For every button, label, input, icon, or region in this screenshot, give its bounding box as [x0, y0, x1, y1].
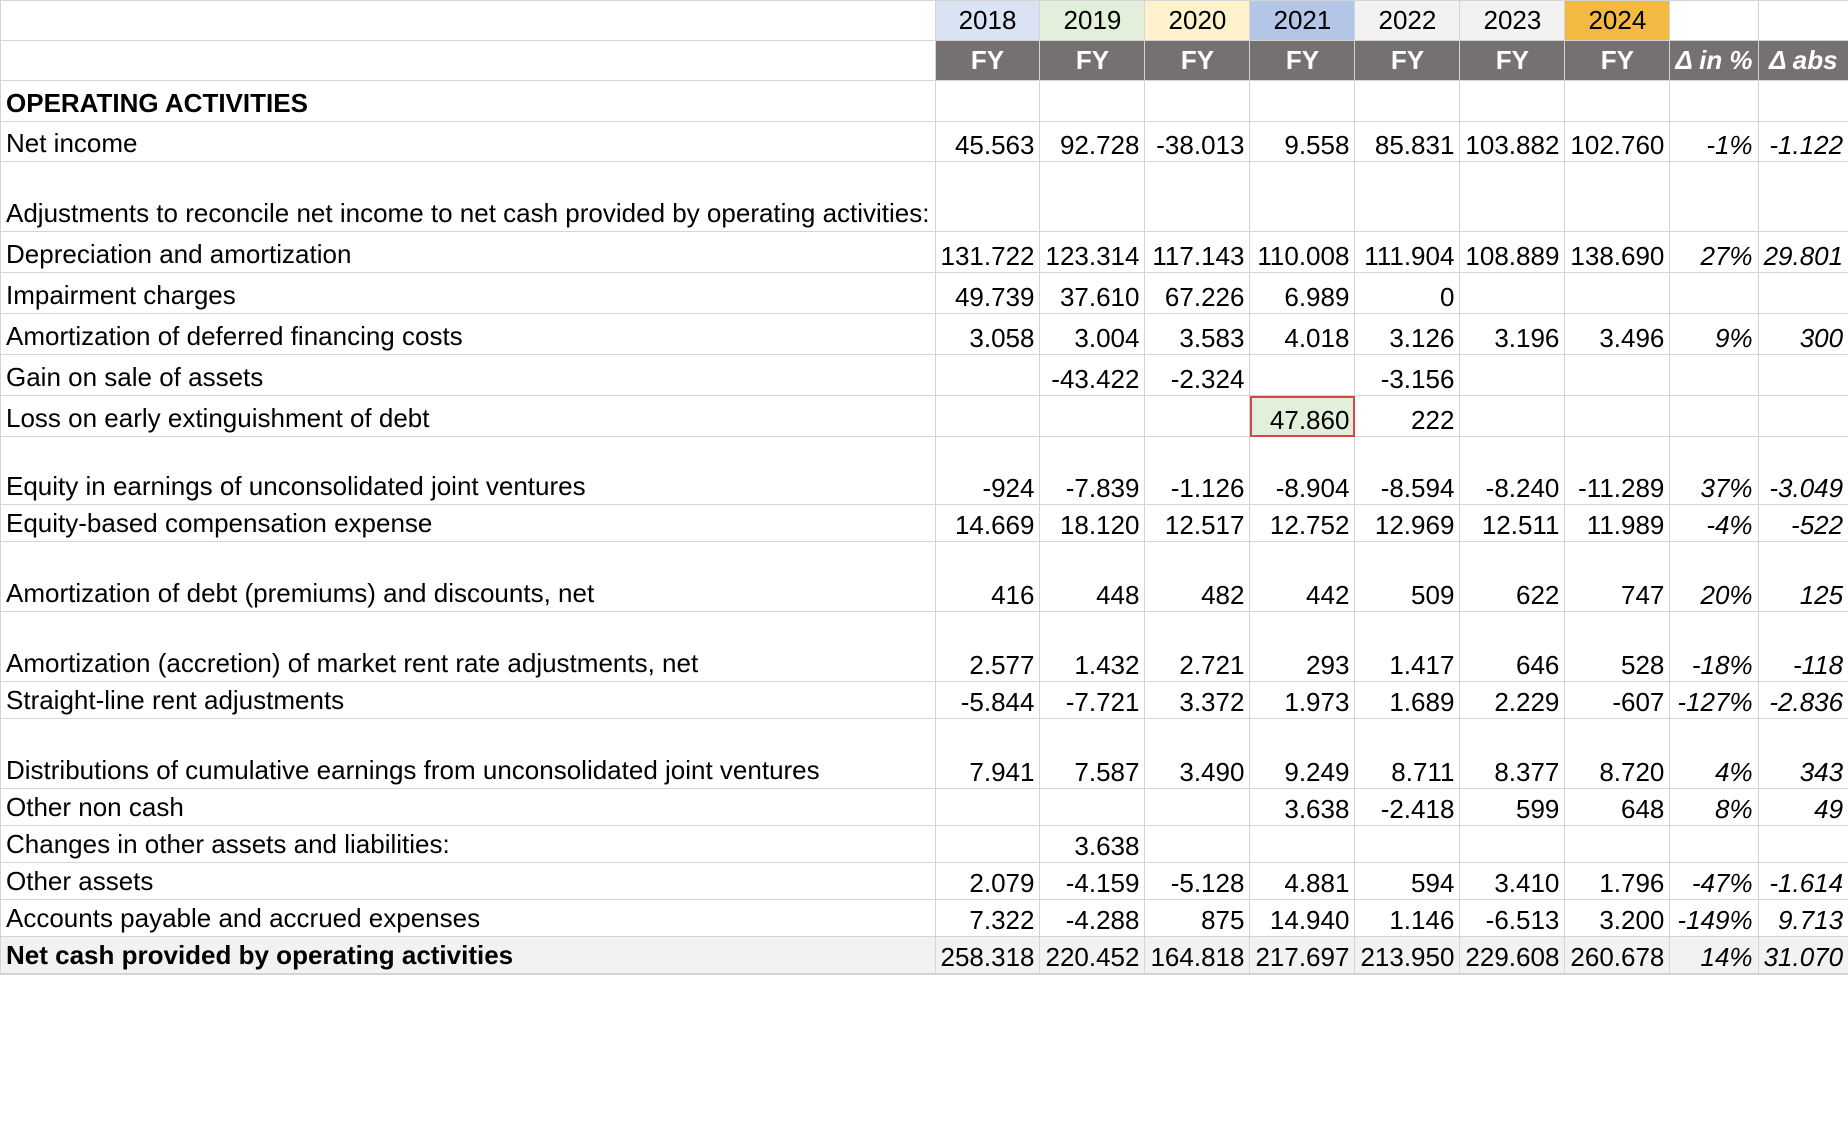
year-header-row	[1, 1, 1848, 41]
delta-abs-cell[interactable]	[1758, 396, 1848, 437]
total-value-2022[interactable]: 213.950	[1355, 937, 1460, 974]
table-row	[1, 542, 1848, 612]
value-cell-2019[interactable]: -43.422	[1040, 355, 1145, 396]
value-cell-2020[interactable]: 3.583	[1145, 314, 1250, 355]
delta-pct-cell[interactable]: 8%	[1670, 789, 1758, 826]
delta-pct-cell[interactable]: 20%	[1670, 542, 1758, 612]
total-value-2018[interactable]: 258.318	[935, 937, 1040, 974]
value-cell-2024[interactable]: 648	[1565, 789, 1670, 826]
value-cell-2024[interactable]	[1565, 162, 1670, 232]
row-label[interactable]: Equity-based compensation expense	[1, 505, 936, 542]
row-label[interactable]: Accounts payable and accrued expenses	[1, 900, 936, 937]
value-cell-2024[interactable]: 528	[1565, 612, 1670, 682]
value-cell-2019[interactable]: 3.004	[1040, 314, 1145, 355]
section-title[interactable]: OPERATING ACTIVITIES	[1, 81, 936, 122]
value-cell-2020[interactable]: -38.013	[1145, 122, 1250, 162]
row-label[interactable]: Amortization of debt (premiums) and discounts, net	[1, 542, 936, 612]
value-cell-2022[interactable]: 1.146	[1355, 900, 1460, 937]
value-cell-2021[interactable]: 14.940	[1250, 900, 1355, 937]
table-row	[1, 273, 1848, 314]
row-label[interactable]: Straight-line rent adjustments	[1, 682, 936, 719]
delta-pct-cell[interactable]	[1670, 162, 1758, 232]
value-cell-2020[interactable]: 3.372	[1145, 682, 1250, 719]
value-cell-2020[interactable]: 482	[1145, 542, 1250, 612]
value-cell-2019[interactable]: 3.638	[1040, 826, 1145, 863]
empty-cell[interactable]	[1040, 81, 1145, 122]
value-cell-2024[interactable]: -607	[1565, 682, 1670, 719]
delta-pct-cell[interactable]: -18%	[1670, 612, 1758, 682]
value-cell-2024[interactable]: 11.989	[1565, 505, 1670, 542]
year-header-2024[interactable]: 2024	[1565, 1, 1670, 41]
value-cell-2023[interactable]: -6.513	[1460, 900, 1565, 937]
row-label[interactable]: Amortization of deferred financing costs	[1, 314, 936, 355]
value-cell-2022[interactable]: 509	[1355, 542, 1460, 612]
delta-abs-cell[interactable]: -1.122	[1758, 122, 1848, 162]
row-label[interactable]: Impairment charges	[1, 273, 936, 314]
value-cell-2019[interactable]: 18.120	[1040, 505, 1145, 542]
value-cell-2022[interactable]: 85.831	[1355, 122, 1460, 162]
value-cell-2022[interactable]	[1355, 826, 1460, 863]
value-cell-2022[interactable]: 12.969	[1355, 505, 1460, 542]
value-cell-2019[interactable]	[1040, 396, 1145, 437]
value-cell-2018[interactable]: 3.058	[935, 314, 1040, 355]
value-cell-2024[interactable]: -11.289	[1565, 437, 1670, 505]
empty-cell[interactable]	[1145, 81, 1250, 122]
value-cell-2020[interactable]: 3.490	[1145, 719, 1250, 789]
value-cell-2022[interactable]: -8.594	[1355, 437, 1460, 505]
value-cell-2018[interactable]: 2.577	[935, 612, 1040, 682]
table-row	[1, 900, 1848, 937]
value-cell-2023[interactable]	[1460, 355, 1565, 396]
value-cell-2020[interactable]	[1145, 826, 1250, 863]
total-delta-abs[interactable]: 31.070	[1758, 937, 1848, 974]
value-cell-2022[interactable]: 3.126	[1355, 314, 1460, 355]
empty-cell[interactable]	[1250, 81, 1355, 122]
value-cell-2021[interactable]: 9.558	[1250, 122, 1355, 162]
empty-cell[interactable]	[1250, 974, 1355, 975]
value-cell-2019[interactable]: -7.839	[1040, 437, 1145, 505]
value-cell-2019[interactable]: -4.288	[1040, 900, 1145, 937]
value-cell-2022[interactable]: 111.904	[1355, 232, 1460, 273]
delta-pct-cell[interactable]	[1670, 826, 1758, 863]
delta-abs-cell[interactable]: -522	[1758, 505, 1848, 542]
delta-abs-cell[interactable]: -3.049	[1758, 437, 1848, 505]
table-row	[1, 719, 1848, 789]
value-cell-2020[interactable]: 2.721	[1145, 612, 1250, 682]
value-cell-2022[interactable]: -2.418	[1355, 789, 1460, 826]
delta-abs-cell[interactable]: 300	[1758, 314, 1848, 355]
empty-cell[interactable]	[935, 974, 1040, 975]
value-cell-2019[interactable]: -7.721	[1040, 682, 1145, 719]
total-value-2020[interactable]: 164.818	[1145, 937, 1250, 974]
value-cell-2022[interactable]	[1355, 162, 1460, 232]
table-row	[1, 682, 1848, 719]
value-cell-2018[interactable]: -924	[935, 437, 1040, 505]
value-cell-2024[interactable]	[1565, 355, 1670, 396]
value-cell-2024[interactable]: 138.690	[1565, 232, 1670, 273]
table-row	[1, 396, 1848, 437]
empty-row	[1, 974, 1848, 975]
total-value-2019[interactable]: 220.452	[1040, 937, 1145, 974]
table-row	[1, 863, 1848, 900]
value-cell-2019[interactable]: 1.432	[1040, 612, 1145, 682]
delta-abs-cell[interactable]	[1758, 826, 1848, 863]
row-label[interactable]: Equity in earnings of unconsolidated joint ventures	[1, 437, 936, 505]
blank-header-cell[interactable]	[1670, 1, 1758, 41]
value-cell-2024[interactable]	[1565, 396, 1670, 437]
period-label-2023[interactable]: FY	[1460, 41, 1565, 81]
delta-abs-cell[interactable]: -2.836	[1758, 682, 1848, 719]
value-cell-2024[interactable]: 8.720	[1565, 719, 1670, 789]
value-cell-2021[interactable]	[1250, 826, 1355, 863]
value-cell-2019[interactable]: 448	[1040, 542, 1145, 612]
value-cell-2023[interactable]	[1460, 162, 1565, 232]
value-cell-2023[interactable]: 2.229	[1460, 682, 1565, 719]
total-value-2024[interactable]: 260.678	[1565, 937, 1670, 974]
value-cell-2021[interactable]: 1.973	[1250, 682, 1355, 719]
value-cell-2020[interactable]: -2.324	[1145, 355, 1250, 396]
table-row	[1, 612, 1848, 682]
year-header-2022[interactable]: 2022	[1355, 1, 1460, 41]
value-cell-2021[interactable]: 442	[1250, 542, 1355, 612]
table-row	[1, 232, 1848, 273]
delta-abs-cell[interactable]: -1.614	[1758, 863, 1848, 900]
total-label[interactable]: Net cash provided by operating activities	[1, 937, 936, 974]
empty-cell[interactable]	[1355, 81, 1460, 122]
value-cell-2023[interactable]: 622	[1460, 542, 1565, 612]
value-cell-2019[interactable]	[1040, 162, 1145, 232]
empty-cell[interactable]	[1460, 81, 1565, 122]
delta-abs-cell[interactable]: 125	[1758, 542, 1848, 612]
period-label-2018[interactable]: FY	[935, 41, 1040, 81]
empty-cell[interactable]	[1, 974, 936, 975]
value-cell-2018[interactable]: 49.739	[935, 273, 1040, 314]
empty-cell[interactable]	[1355, 974, 1460, 975]
delta-pct-cell[interactable]	[1670, 273, 1758, 314]
empty-cell[interactable]	[1145, 974, 1250, 975]
value-cell-2023[interactable]: 599	[1460, 789, 1565, 826]
value-cell-2024[interactable]	[1565, 273, 1670, 314]
period-label-2022[interactable]: FY	[1355, 41, 1460, 81]
table-row	[1, 162, 1848, 232]
value-cell-2019[interactable]: 123.314	[1040, 232, 1145, 273]
value-cell-2020[interactable]: 67.226	[1145, 273, 1250, 314]
row-label[interactable]: Other non cash	[1, 789, 936, 826]
delta-abs-header[interactable]: Δ abs	[1758, 41, 1848, 81]
year-header-2020[interactable]: 2020	[1145, 1, 1250, 41]
value-cell-2018[interactable]: 2.079	[935, 863, 1040, 900]
value-cell-2020[interactable]	[1145, 789, 1250, 826]
value-cell-2024[interactable]: 747	[1565, 542, 1670, 612]
value-cell-2021[interactable]: 4.018	[1250, 314, 1355, 355]
value-cell-2023[interactable]: 8.377	[1460, 719, 1565, 789]
delta-abs-cell[interactable]: -118	[1758, 612, 1848, 682]
table-row	[1, 314, 1848, 355]
value-cell-2024[interactable]	[1565, 826, 1670, 863]
delta-abs-cell[interactable]: 9.713	[1758, 900, 1848, 937]
value-cell-2021[interactable]	[1250, 162, 1355, 232]
delta-pct-cell[interactable]: 37%	[1670, 437, 1758, 505]
empty-cell[interactable]	[1565, 974, 1670, 975]
delta-pct-header[interactable]: Δ in %	[1670, 41, 1758, 81]
delta-pct-cell[interactable]: -4%	[1670, 505, 1758, 542]
total-delta-pct[interactable]: 14%	[1670, 937, 1758, 974]
delta-abs-cell[interactable]	[1758, 355, 1848, 396]
value-cell-2023[interactable]: 3.410	[1460, 863, 1565, 900]
section-row	[1, 81, 1848, 122]
table-row	[1, 826, 1848, 863]
table-row	[1, 122, 1848, 162]
value-cell-2021[interactable]: 6.989	[1250, 273, 1355, 314]
value-cell-2022[interactable]: 8.711	[1355, 719, 1460, 789]
table-row	[1, 437, 1848, 505]
value-cell-2023[interactable]	[1460, 826, 1565, 863]
period-label-2019[interactable]: FY	[1040, 41, 1145, 81]
value-cell-2018[interactable]: 7.322	[935, 900, 1040, 937]
value-cell-2019[interactable]	[1040, 789, 1145, 826]
value-cell-2018[interactable]	[935, 826, 1040, 863]
value-cell-2021[interactable]: 293	[1250, 612, 1355, 682]
delta-pct-cell[interactable]: -149%	[1670, 900, 1758, 937]
value-cell-2021[interactable]: 12.752	[1250, 505, 1355, 542]
value-cell-2020[interactable]	[1145, 396, 1250, 437]
row-label[interactable]: Net income	[1, 122, 936, 162]
value-cell-2024[interactable]: 102.760	[1565, 122, 1670, 162]
value-cell-2021[interactable]: -8.904	[1250, 437, 1355, 505]
value-cell-2022[interactable]: 1.417	[1355, 612, 1460, 682]
blank-header-cell[interactable]	[1758, 1, 1848, 41]
value-cell-2024[interactable]: 1.796	[1565, 863, 1670, 900]
year-header-2021[interactable]: 2021	[1250, 1, 1355, 41]
value-cell-2018[interactable]: 45.563	[935, 122, 1040, 162]
empty-cell[interactable]	[1565, 81, 1670, 122]
value-cell-2023[interactable]: 108.889	[1460, 232, 1565, 273]
empty-cell[interactable]	[1670, 81, 1758, 122]
delta-pct-cell[interactable]: -1%	[1670, 122, 1758, 162]
delta-abs-cell[interactable]	[1758, 273, 1848, 314]
year-header-2019[interactable]: 2019	[1040, 1, 1145, 41]
value-cell-2022[interactable]: 222	[1355, 396, 1460, 437]
value-cell-2022[interactable]: 0	[1355, 273, 1460, 314]
delta-pct-cell[interactable]	[1670, 355, 1758, 396]
value-cell-2023[interactable]: 103.882	[1460, 122, 1565, 162]
value-cell-2018[interactable]	[935, 789, 1040, 826]
value-cell-2023[interactable]	[1460, 396, 1565, 437]
empty-cell[interactable]	[1670, 974, 1758, 975]
value-cell-2022[interactable]: -3.156	[1355, 355, 1460, 396]
row-label[interactable]: Loss on early extinguishment of debt	[1, 396, 936, 437]
period-header-row	[1, 41, 1848, 81]
value-cell-2023[interactable]: 646	[1460, 612, 1565, 682]
total-value-2023[interactable]: 229.608	[1460, 937, 1565, 974]
row-label[interactable]: Depreciation and amortization	[1, 232, 936, 273]
value-cell-2018[interactable]: 416	[935, 542, 1040, 612]
value-cell-2019[interactable]: 92.728	[1040, 122, 1145, 162]
row-label[interactable]: Changes in other assets and liabilities:	[1, 826, 936, 863]
value-cell-2020[interactable]	[1145, 162, 1250, 232]
period-label-2024[interactable]: FY	[1565, 41, 1670, 81]
value-cell-2019[interactable]: -4.159	[1040, 863, 1145, 900]
empty-cell[interactable]	[1758, 974, 1848, 975]
value-cell-2019[interactable]: 7.587	[1040, 719, 1145, 789]
year-header-2023[interactable]: 2023	[1460, 1, 1565, 41]
value-cell-2018[interactable]: 131.722	[935, 232, 1040, 273]
value-cell-2018[interactable]	[935, 355, 1040, 396]
value-cell-2019[interactable]: 37.610	[1040, 273, 1145, 314]
row-label-header[interactable]	[1, 41, 936, 81]
empty-cell[interactable]	[935, 81, 1040, 122]
value-cell-2021[interactable]: 3.638	[1250, 789, 1355, 826]
total-row	[1, 937, 1848, 974]
value-cell-2021[interactable]: 9.249	[1250, 719, 1355, 789]
value-cell-2024[interactable]: 3.200	[1565, 900, 1670, 937]
value-cell-2018[interactable]: -5.844	[935, 682, 1040, 719]
value-cell-2020[interactable]: -5.128	[1145, 863, 1250, 900]
delta-pct-cell[interactable]: -127%	[1670, 682, 1758, 719]
period-label-2020[interactable]: FY	[1145, 41, 1250, 81]
empty-cell[interactable]	[1040, 974, 1145, 975]
row-label[interactable]: Other assets	[1, 863, 936, 900]
table-row	[1, 789, 1848, 826]
row-label[interactable]: Distributions of cumulative earnings from unconsolidated joint ventures	[1, 719, 936, 789]
value-cell-2023[interactable]: 12.511	[1460, 505, 1565, 542]
delta-pct-cell[interactable]: -47%	[1670, 863, 1758, 900]
row-label[interactable]: Amortization (accretion) of market rent rate adjustments, net	[1, 612, 936, 682]
row-label[interactable]: Gain on sale of assets	[1, 355, 936, 396]
table-row	[1, 505, 1848, 542]
delta-abs-cell[interactable]: 49	[1758, 789, 1848, 826]
value-cell-2022[interactable]: 1.689	[1355, 682, 1460, 719]
period-label-2021[interactable]: FY	[1250, 41, 1355, 81]
corner-cell[interactable]	[1, 1, 936, 41]
delta-pct-cell[interactable]	[1670, 396, 1758, 437]
value-cell-2020[interactable]: -1.126	[1145, 437, 1250, 505]
value-cell-2020[interactable]: 875	[1145, 900, 1250, 937]
delta-pct-cell[interactable]: 9%	[1670, 314, 1758, 355]
empty-cell[interactable]	[1460, 974, 1565, 975]
value-cell-2018[interactable]: 7.941	[935, 719, 1040, 789]
value-cell-2020[interactable]: 117.143	[1145, 232, 1250, 273]
value-cell-2023[interactable]	[1460, 273, 1565, 314]
delta-abs-cell[interactable]	[1758, 162, 1848, 232]
delta-abs-cell[interactable]: 343	[1758, 719, 1848, 789]
delta-pct-cell[interactable]: 27%	[1670, 232, 1758, 273]
total-value-2021[interactable]: 217.697	[1250, 937, 1355, 974]
value-cell-2023[interactable]: -8.240	[1460, 437, 1565, 505]
row-label[interactable]: Adjustments to reconcile net income to net cash provided by operating activities:	[1, 162, 936, 232]
value-cell-2024[interactable]: 3.496	[1565, 314, 1670, 355]
table-row	[1, 355, 1848, 396]
value-cell-2022[interactable]: 594	[1355, 863, 1460, 900]
value-cell-2023[interactable]: 3.196	[1460, 314, 1565, 355]
year-header-2018[interactable]: 2018	[935, 1, 1040, 41]
highlighted-value-cell[interactable]: 47.860	[1250, 396, 1355, 437]
value-cell-2021[interactable]: 110.008	[1250, 232, 1355, 273]
value-cell-2021[interactable]: 4.881	[1250, 863, 1355, 900]
value-cell-2018[interactable]	[935, 162, 1040, 232]
value-cell-2020[interactable]: 12.517	[1145, 505, 1250, 542]
value-cell-2021[interactable]	[1250, 355, 1355, 396]
delta-abs-cell[interactable]: 29.801	[1758, 232, 1848, 273]
delta-pct-cell[interactable]: 4%	[1670, 719, 1758, 789]
empty-cell[interactable]	[1758, 81, 1848, 122]
value-cell-2018[interactable]: 14.669	[935, 505, 1040, 542]
value-cell-2018[interactable]	[935, 396, 1040, 437]
